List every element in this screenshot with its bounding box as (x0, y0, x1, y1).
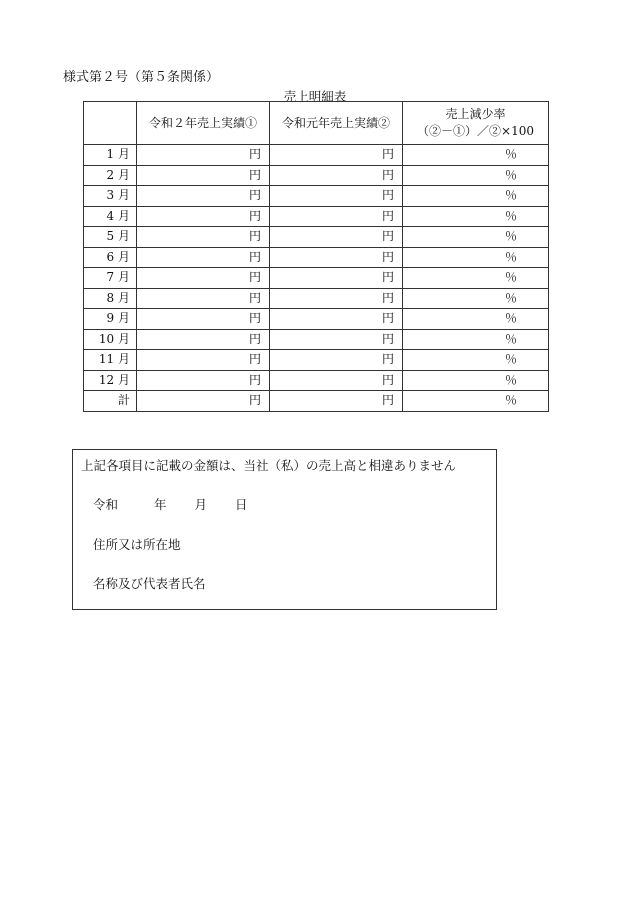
month-cell: 11 月 (84, 350, 137, 371)
sales-2020-cell: 円 (137, 227, 270, 248)
sales-2019-cell: 円 (270, 186, 403, 207)
table-row (84, 247, 549, 268)
month-cell: 9 月 (84, 309, 137, 330)
decrease-rate-cell: ％ (403, 206, 549, 227)
month-cell: 12 月 (84, 370, 137, 391)
sales-2019-cell: 円 (270, 370, 403, 391)
month-cell: 10 月 (84, 329, 137, 350)
date-era: 令和 (93, 497, 119, 512)
decrease-rate-cell: ％ (403, 288, 549, 309)
table-row (84, 288, 549, 309)
table-row (84, 370, 549, 391)
table-row (84, 165, 549, 186)
month-cell: 3 月 (84, 186, 137, 207)
decrease-rate-cell: ％ (403, 227, 549, 248)
month-cell: 2 月 (84, 165, 137, 186)
table-row (84, 206, 549, 227)
decrease-rate-cell: ％ (403, 186, 549, 207)
header-decrease-rate-formula: （②－①）／②×100 (417, 124, 534, 138)
table-row (84, 145, 549, 166)
date-year: 年 (154, 497, 167, 512)
sales-2019-cell: 円 (270, 288, 403, 309)
header-2019-sales: 令和元年売上実績② (270, 102, 403, 145)
sales-2019-cell: 円 (270, 309, 403, 330)
sales-2019-cell: 円 (270, 165, 403, 186)
header-decrease-rate (403, 102, 549, 145)
sales-table (83, 101, 549, 412)
declaration-statement: 上記各項目に記載の金額は、当社（私）の売上高と相違ありません (81, 458, 457, 473)
decrease-rate-cell: ％ (403, 268, 549, 289)
date-month: 月 (194, 497, 208, 512)
table-body (84, 145, 549, 412)
sales-2020-cell: 円 (137, 206, 270, 227)
month-cell: 5 月 (84, 227, 137, 248)
address-label: 住所又は所在地 (93, 537, 181, 552)
decrease-rate-cell: ％ (403, 145, 549, 166)
decrease-rate-cell: ％ (403, 329, 549, 350)
table-row (84, 329, 549, 350)
sales-2019-cell: 円 (270, 268, 403, 289)
header-month (84, 102, 137, 145)
sales-2019-cell: 円 (270, 247, 403, 268)
sales-2020-cell: 円 (137, 268, 270, 289)
sales-2019-cell: 円 (270, 145, 403, 166)
table-row (84, 268, 549, 289)
sales-2020-cell: 円 (137, 309, 270, 330)
table-title: 売上明細表 (283, 89, 347, 104)
decrease-rate-cell: ％ (403, 309, 549, 330)
month-cell: 6 月 (84, 247, 137, 268)
declaration-box (72, 449, 497, 610)
sales-2020-cell: 円 (137, 145, 270, 166)
sales-2020-cell: 円 (137, 288, 270, 309)
sales-2019-cell: 円 (270, 206, 403, 227)
month-cell: 7 月 (84, 268, 137, 289)
sales-2020-cell: 円 (137, 165, 270, 186)
header-2020-sales: 令和２年売上実績① (137, 102, 270, 145)
sales-2020-cell: 円 (137, 370, 270, 391)
decrease-rate-cell: ％ (403, 370, 549, 391)
month-cell: 計 (84, 391, 137, 412)
decrease-rate-cell: ％ (403, 165, 549, 186)
form-number: 様式第２号（第５条関係） (63, 70, 220, 85)
month-cell: 1 月 (84, 145, 137, 166)
sales-2020-cell: 円 (137, 186, 270, 207)
table-row (84, 391, 549, 412)
date-day: 日 (235, 497, 248, 512)
header-decrease-rate-label: 売上減少率 (445, 107, 506, 121)
sales-2020-cell: 円 (137, 350, 270, 371)
sales-2019-cell: 円 (270, 329, 403, 350)
decrease-rate-cell: ％ (403, 247, 549, 268)
table-row (84, 227, 549, 248)
decrease-rate-cell: ％ (403, 391, 549, 412)
date-row (93, 495, 248, 513)
sales-2019-cell: 円 (270, 391, 403, 412)
sales-2020-cell: 円 (137, 391, 270, 412)
table-row (84, 350, 549, 371)
sales-2020-cell: 円 (137, 247, 270, 268)
sales-2019-cell: 円 (270, 227, 403, 248)
representative-name-label: 名称及び代表者氏名 (93, 576, 206, 591)
month-cell: 8 月 (84, 288, 137, 309)
month-cell: 4 月 (84, 206, 137, 227)
table-header-row (84, 102, 549, 145)
table-row (84, 309, 549, 330)
table-row (84, 186, 549, 207)
sales-2020-cell: 円 (137, 329, 270, 350)
decrease-rate-cell: ％ (403, 350, 549, 371)
sales-2019-cell: 円 (270, 350, 403, 371)
